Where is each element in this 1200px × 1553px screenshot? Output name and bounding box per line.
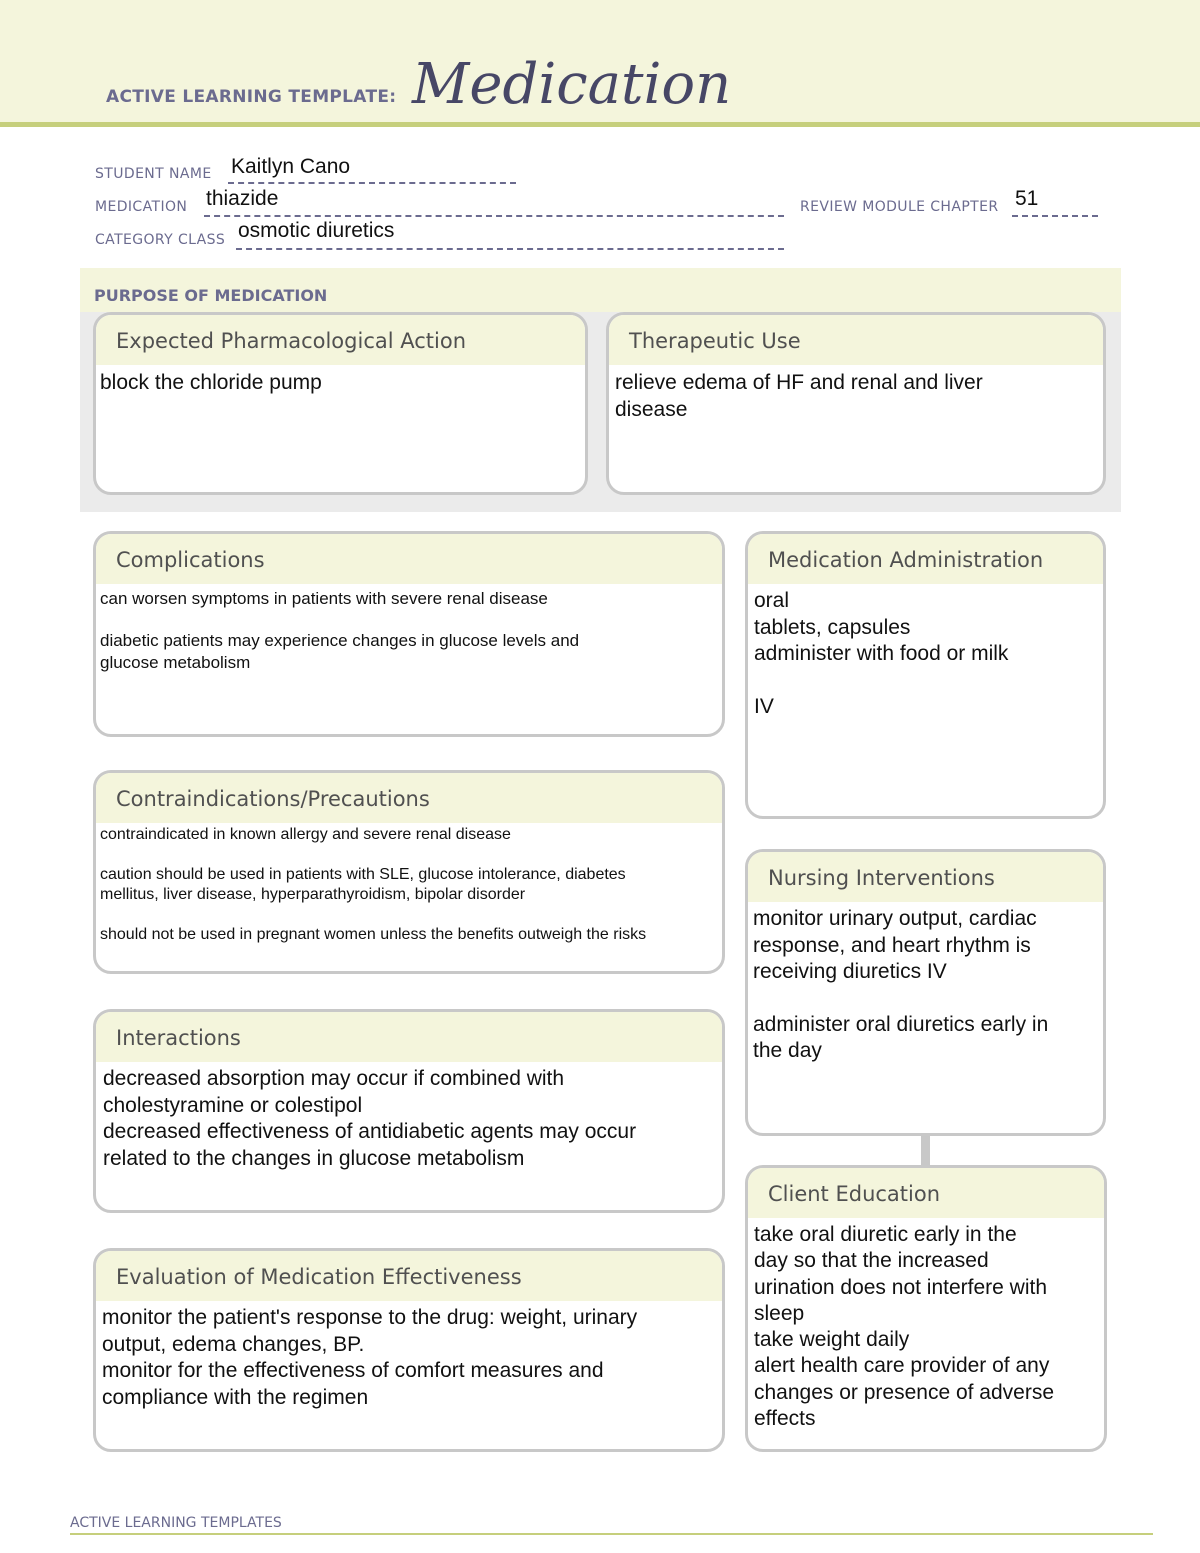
- interactions-box: [93, 1009, 725, 1213]
- interactions-title: Interactions: [96, 1012, 722, 1062]
- contraindications-body[interactable]: [96, 823, 722, 945]
- medication-label: MEDICATION: [95, 199, 188, 215]
- category-field[interactable]: osmotic diuretics: [238, 219, 395, 242]
- nursing-interventions-text-1: monitor urinary output, cardiac response, and heart rhythm is receiving diuretics IV: [753, 907, 1037, 983]
- complications-box: [93, 531, 725, 737]
- nursing-interventions-box: [745, 849, 1106, 1136]
- paragraph-gap: [100, 905, 718, 925]
- student-name-field[interactable]: Kaitlyn Cano: [231, 155, 351, 178]
- contraindications-box: [93, 770, 725, 974]
- chapter-field[interactable]: 51: [1015, 187, 1039, 210]
- purpose-label: PURPOSE OF MEDICATION: [94, 286, 328, 305]
- complications-text-2: diabetic patients may experience changes in glucose levels and glucose metabolism: [100, 631, 580, 672]
- medication-line: [204, 201, 784, 217]
- nursing-interventions-body[interactable]: [748, 902, 1103, 1065]
- expected-action-box: [93, 312, 588, 495]
- interactions-body[interactable]: [96, 1062, 722, 1172]
- contraindications-text-3: should not be used in pregnant women unless the benefits outweigh the risks: [100, 926, 647, 943]
- evaluation-title: Evaluation of Medication Effectiveness: [96, 1251, 722, 1301]
- client-education-box: [745, 1165, 1107, 1452]
- nursing-interventions-text-2: administer oral diuretics early in the day: [753, 1012, 1049, 1062]
- paragraph-gap: [100, 610, 718, 630]
- paragraph-gap: [100, 845, 718, 865]
- evaluation-text: monitor the patient's response to the drug: weight, urinary output, edema changes, BP. monitor for the effectiveness of comfort measures and compliance with the regimen: [102, 1306, 638, 1409]
- client-education-body[interactable]: [748, 1218, 1104, 1432]
- category-label: CATEGORY CLASS: [95, 232, 226, 248]
- footer-text: ACTIVE LEARNING TEMPLATES: [70, 1515, 282, 1531]
- chapter-label: REVIEW MODULE CHAPTER: [800, 199, 999, 215]
- therapeutic-use-body[interactable]: [609, 365, 1103, 423]
- contraindications-title: Contraindications/Precautions: [96, 773, 722, 823]
- administration-title: Medication Administration: [748, 534, 1103, 584]
- administration-body[interactable]: [748, 584, 1103, 720]
- complications-text-1: can worsen symptoms in patients with severe renal disease: [100, 589, 548, 608]
- interactions-text: decreased absorption may occur if combined with cholestyramine or colestipol decreased effectiveness of antidiabetic agents may occur related to the changes in glucose metabolism: [103, 1067, 637, 1170]
- therapeutic-use-title: Therapeutic Use: [609, 315, 1103, 365]
- administration-box: [745, 531, 1106, 819]
- contraindications-text-1: contraindicated in known allergy and severe renal disease: [100, 826, 511, 843]
- medication-field[interactable]: thiazide: [206, 187, 279, 210]
- administration-text-1: oral tablets, capsules administer with food or milk: [754, 589, 1009, 665]
- contraindications-text-2: caution should be used in patients with SLE, glucose intolerance, diabetes mellitus, liver disease, hyperparathyroidism, bipolar disorder: [100, 866, 626, 903]
- nursing-interventions-title: Nursing Interventions: [748, 852, 1103, 902]
- student-name-label: STUDENT NAME: [95, 166, 212, 182]
- page-title: Medication: [412, 52, 732, 117]
- expected-action-title: Expected Pharmacological Action: [96, 315, 585, 365]
- client-education-title: Client Education: [748, 1168, 1104, 1218]
- evaluation-body[interactable]: [96, 1301, 722, 1411]
- header-rule: [0, 122, 1200, 127]
- connector-bar: [921, 1133, 930, 1166]
- paragraph-gap: [754, 668, 1099, 694]
- paragraph-gap: [753, 986, 1099, 1012]
- evaluation-box: [93, 1248, 725, 1452]
- expected-action-text: block the chloride pump: [100, 371, 322, 394]
- template-label: ACTIVE LEARNING TEMPLATE:: [106, 87, 397, 107]
- client-education-text: take oral diuretic early in the day so that the increased urination does not interfere with sleep take weight daily alert health care provider of any changes or presence of adverse effects: [754, 1223, 1055, 1431]
- administration-text-2: IV: [754, 694, 774, 718]
- expected-action-body[interactable]: [96, 365, 585, 396]
- therapeutic-use-box: [606, 312, 1106, 495]
- complications-title: Complications: [96, 534, 722, 584]
- footer-rule: [70, 1533, 1153, 1535]
- complications-body[interactable]: [96, 584, 722, 674]
- therapeutic-use-text: relieve edema of HF and renal and liver disease: [615, 371, 983, 421]
